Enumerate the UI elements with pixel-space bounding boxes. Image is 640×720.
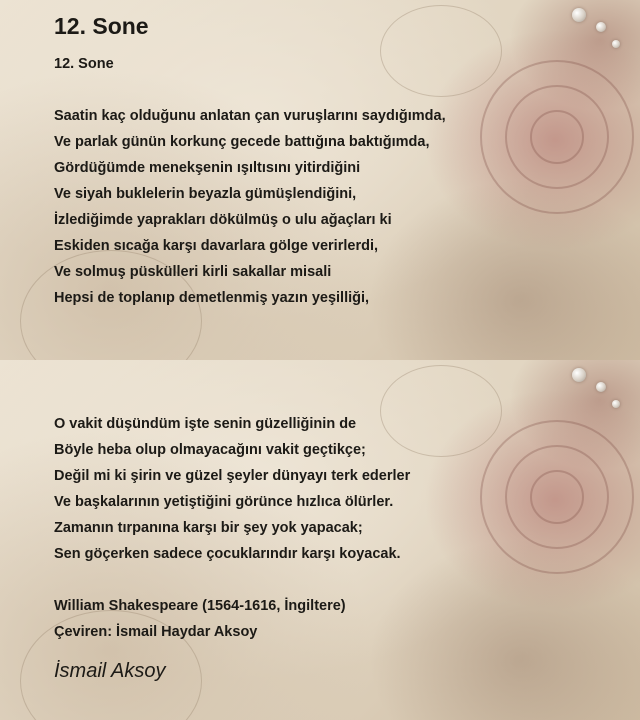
author-line: William Shakespeare (1564-1616, İngiltere) <box>54 598 346 614</box>
poem-line: Ve başkalarının yetiştiğini görünce hızlıca ölürler. <box>54 494 394 510</box>
poem-subtitle: 12. Sone <box>54 56 114 72</box>
poem-line: Böyle heba olup olmayacağını vakit geçtikçe; <box>54 442 366 458</box>
swirl-decoration <box>380 365 502 457</box>
signature: İsmail Aksoy <box>54 660 166 682</box>
poem-line: Saatin kaç olduğunu anlatan çan vuruşlarını saydığımda, <box>54 108 446 124</box>
pearl-decoration <box>612 40 620 48</box>
pearl-decoration <box>572 368 586 382</box>
poem-line: O vakit düşündüm işte senin güzelliğinin de <box>54 416 357 432</box>
pearl-decoration <box>612 400 620 408</box>
poem-title: 12. Sone <box>54 13 149 39</box>
poem-line: Hepsi de toplanıp demetlenmiş yazın yeşilliği, <box>54 290 370 306</box>
poem-line: Sen göçerken sadece çocuklarındır karşı koyacak. <box>54 546 401 562</box>
poem-line: Ve siyah buklelerin beyazla gümüşlendiğini, <box>54 186 357 202</box>
rose-decoration <box>530 470 584 524</box>
poem-line: Eskiden sıcağa karşı davarlara gölge verirlerdi, <box>54 238 379 254</box>
swirl-decoration <box>380 5 502 97</box>
pearl-decoration <box>596 382 606 392</box>
poem-line: İzlediğimde yaprakları dökülmüş o ulu ağaçları ki <box>54 212 392 228</box>
pearl-decoration <box>572 8 586 22</box>
pearl-decoration <box>596 22 606 32</box>
poem-line: Değil mi ki şirin ve güzel şeyler dünyayı terk ederler <box>54 468 411 484</box>
poem-line: Gördüğümde menekşenin ışıltısını yitirdiğini <box>54 160 361 176</box>
poem-line: Ve parlak günün korkunç gecede battığına baktığımda, <box>54 134 430 150</box>
poem-line: Ve solmuş püskülleri kirli sakallar misali <box>54 264 332 280</box>
rose-decoration <box>530 110 584 164</box>
translator-line: Çeviren: İsmail Haydar Aksoy <box>54 624 258 640</box>
poem-line: Zamanın tırpanına karşı bir şey yok yapacak; <box>54 520 363 536</box>
